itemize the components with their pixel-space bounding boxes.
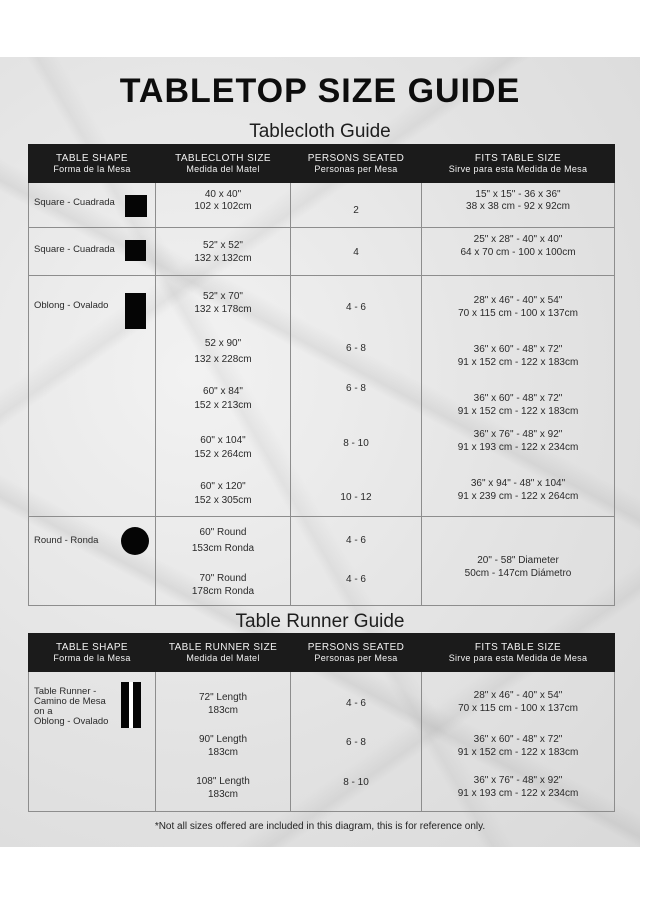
tablecloth-guide-heading: Tablecloth Guide — [249, 121, 391, 142]
square-table-icon — [125, 240, 146, 261]
size-imperial: 108" Length — [196, 776, 250, 787]
tablecloth-table — [28, 144, 615, 606]
size-metric: 153cm Ronda — [191, 543, 255, 554]
header-runner-size: TABLE RUNNER SIZE Medida del Matel — [156, 634, 291, 672]
size-metric: 132 x 228cm — [194, 354, 252, 365]
page-title: TABLETOP SIZE GUIDE — [119, 72, 521, 110]
persons-value: 8 - 10 — [343, 438, 369, 449]
fits-imperial: 36" x 94" - 48" x 104" — [470, 478, 566, 489]
runner-header-row — [29, 634, 615, 672]
size-imperial: 52 x 90" — [204, 338, 242, 349]
size-imperial: 60" x 104" — [200, 435, 246, 446]
table-row — [29, 276, 615, 517]
size-imperial: 70" Round — [199, 573, 247, 584]
size-metric: 132 x 132cm — [194, 253, 252, 264]
table-row — [29, 228, 615, 276]
fits-metric: 38 x 38 cm - 92 x 92cm — [466, 201, 570, 212]
fits-imperial: 36" x 60" - 48" x 72" — [473, 344, 563, 355]
size-imperial: 60" Round — [199, 527, 247, 538]
size-imperial: 60" x 120" — [200, 481, 246, 492]
header-persons-seated: PERSONS SEATED Personas per Mesa — [291, 634, 422, 672]
size-guide-sheet — [0, 57, 640, 847]
size-imperial: 72" Length — [198, 692, 248, 703]
fits-metric: 91 x 239 cm - 122 x 264cm — [457, 491, 579, 502]
size-imperial: 60" x 84" — [203, 386, 243, 397]
size-imperial: 52" x 70" — [203, 291, 243, 302]
size-metric: 178cm Ronda — [191, 586, 255, 597]
persons-cell — [291, 276, 422, 517]
shape-label: Round - Ronda — [34, 535, 99, 546]
size-imperial: 40 x 40" — [204, 189, 242, 200]
fits-imperial: 20" - 58" Diameter — [477, 555, 559, 566]
header-fits-table-size: FITS TABLE SIZE Sirve para esta Medida de Mesa — [422, 145, 615, 183]
shape-label-line: Camino de Mesa — [34, 696, 106, 707]
fits-imperial: 36" x 60" - 48" x 72" — [473, 393, 563, 404]
shape-cell — [29, 276, 156, 517]
fits-imperial: 36" x 76" - 48" x 92" — [473, 429, 563, 440]
fits-metric: 91 x 193 cm - 122 x 234cm — [457, 442, 579, 453]
persons-value: 8 - 10 — [343, 777, 369, 788]
persons-value: 6 - 8 — [345, 343, 366, 354]
fits-metric: 70 x 115 cm - 100 x 137cm — [458, 703, 578, 714]
fits-metric: 70 x 115 cm - 100 x 137cm — [458, 308, 578, 319]
runner-guide-heading: Table Runner Guide — [235, 611, 405, 632]
fits-metric: 91 x 152 cm - 122 x 183cm — [457, 747, 579, 758]
fits-imperial: 36" x 60" - 48" x 72" — [473, 734, 563, 745]
header-table-shape: TABLE SHAPE Forma de la Mesa — [29, 145, 156, 183]
size-metric: 152 x 264cm — [194, 449, 252, 460]
oblong-table-icon — [125, 293, 146, 329]
size-cell — [156, 517, 291, 606]
header-persons-seated: PERSONS SEATED Personas per Mesa — [291, 145, 422, 183]
size-cell — [156, 276, 291, 517]
fits-metric: 91 x 152 cm - 122 x 183cm — [457, 357, 579, 368]
shape-label: Oblong - Ovalado — [34, 300, 109, 311]
fits-imperial: 36" x 76" - 48" x 92" — [473, 775, 563, 786]
reference-note: *Not all sizes offered are included in this diagram, this is for reference only. — [154, 821, 486, 832]
fits-cell — [422, 517, 615, 606]
persons-value: 6 - 8 — [345, 737, 366, 748]
size-cell — [156, 183, 291, 228]
shape-cell — [29, 517, 156, 606]
size-imperial: 52" x 52" — [203, 240, 243, 251]
size-cell — [156, 228, 291, 276]
fits-metric: 64 x 70 cm - 100 x 100cm — [460, 247, 576, 258]
shape-cell — [29, 672, 156, 812]
table-row — [29, 183, 615, 228]
persons-cell — [291, 672, 422, 812]
header-table-shape: TABLE SHAPE Forma de la Mesa — [29, 634, 156, 672]
shape-label-line: Table Runner - — [34, 686, 97, 697]
round-table-icon — [121, 527, 149, 555]
fits-imperial: 25" x 28" - 40" x 40" — [473, 234, 563, 245]
table-runner-icon — [121, 682, 141, 728]
persons-value: 2 — [353, 205, 359, 216]
size-metric: 152 x 213cm — [194, 400, 252, 411]
persons-value: 4 - 6 — [345, 574, 366, 585]
shape-label: Square - Cuadrada — [34, 197, 115, 208]
shape-label — [34, 687, 108, 727]
header-fits-table-size: FITS TABLE SIZE Sirve para esta Medida de Mesa — [422, 634, 615, 672]
runner-table — [28, 633, 615, 812]
size-metric: 183cm — [207, 705, 238, 716]
shape-cell — [29, 183, 156, 228]
fits-cell — [422, 276, 615, 517]
shape-cell — [29, 228, 156, 276]
tablecloth-header-row — [29, 145, 615, 183]
shape-label-line: on a — [34, 706, 53, 717]
persons-value: 4 - 6 — [345, 698, 366, 709]
shape-label-line: Oblong - Ovalado — [34, 716, 109, 727]
table-row — [29, 672, 615, 812]
persons-value: 4 - 6 — [345, 302, 366, 313]
header-tablecloth-size: TABLECLOTH SIZE Medida del Matel — [156, 145, 291, 183]
fits-metric: 91 x 152 cm - 122 x 183cm — [457, 406, 579, 417]
shape-label: Square - Cuadrada — [34, 244, 115, 255]
persons-cell — [291, 228, 422, 276]
size-metric: 152 x 305cm — [194, 495, 252, 506]
size-imperial: 90" Length — [198, 734, 248, 745]
fits-imperial: 15" x 15" - 36 x 36" — [475, 189, 561, 200]
square-table-icon — [125, 195, 147, 217]
fits-metric: 91 x 193 cm - 122 x 234cm — [457, 788, 579, 799]
fits-cell — [422, 228, 615, 276]
fits-cell — [422, 672, 615, 812]
size-metric: 183cm — [207, 747, 238, 758]
persons-value: 6 - 8 — [345, 383, 366, 394]
persons-value: 4 — [353, 247, 359, 258]
persons-cell — [291, 517, 422, 606]
fits-cell — [422, 183, 615, 228]
size-metric: 102 x 102cm — [194, 201, 252, 212]
fits-metric: 50cm - 147cm Diámetro — [464, 568, 572, 579]
persons-cell — [291, 183, 422, 228]
size-metric: 183cm — [207, 789, 238, 800]
fits-imperial: 28" x 46" - 40" x 54" — [473, 295, 563, 306]
size-cell — [156, 672, 291, 812]
table-row — [29, 517, 615, 606]
persons-value: 10 - 12 — [340, 492, 372, 503]
fits-imperial: 28" x 46" - 40" x 54" — [473, 690, 563, 701]
persons-value: 4 - 6 — [345, 535, 366, 546]
size-metric: 132 x 178cm — [194, 304, 252, 315]
